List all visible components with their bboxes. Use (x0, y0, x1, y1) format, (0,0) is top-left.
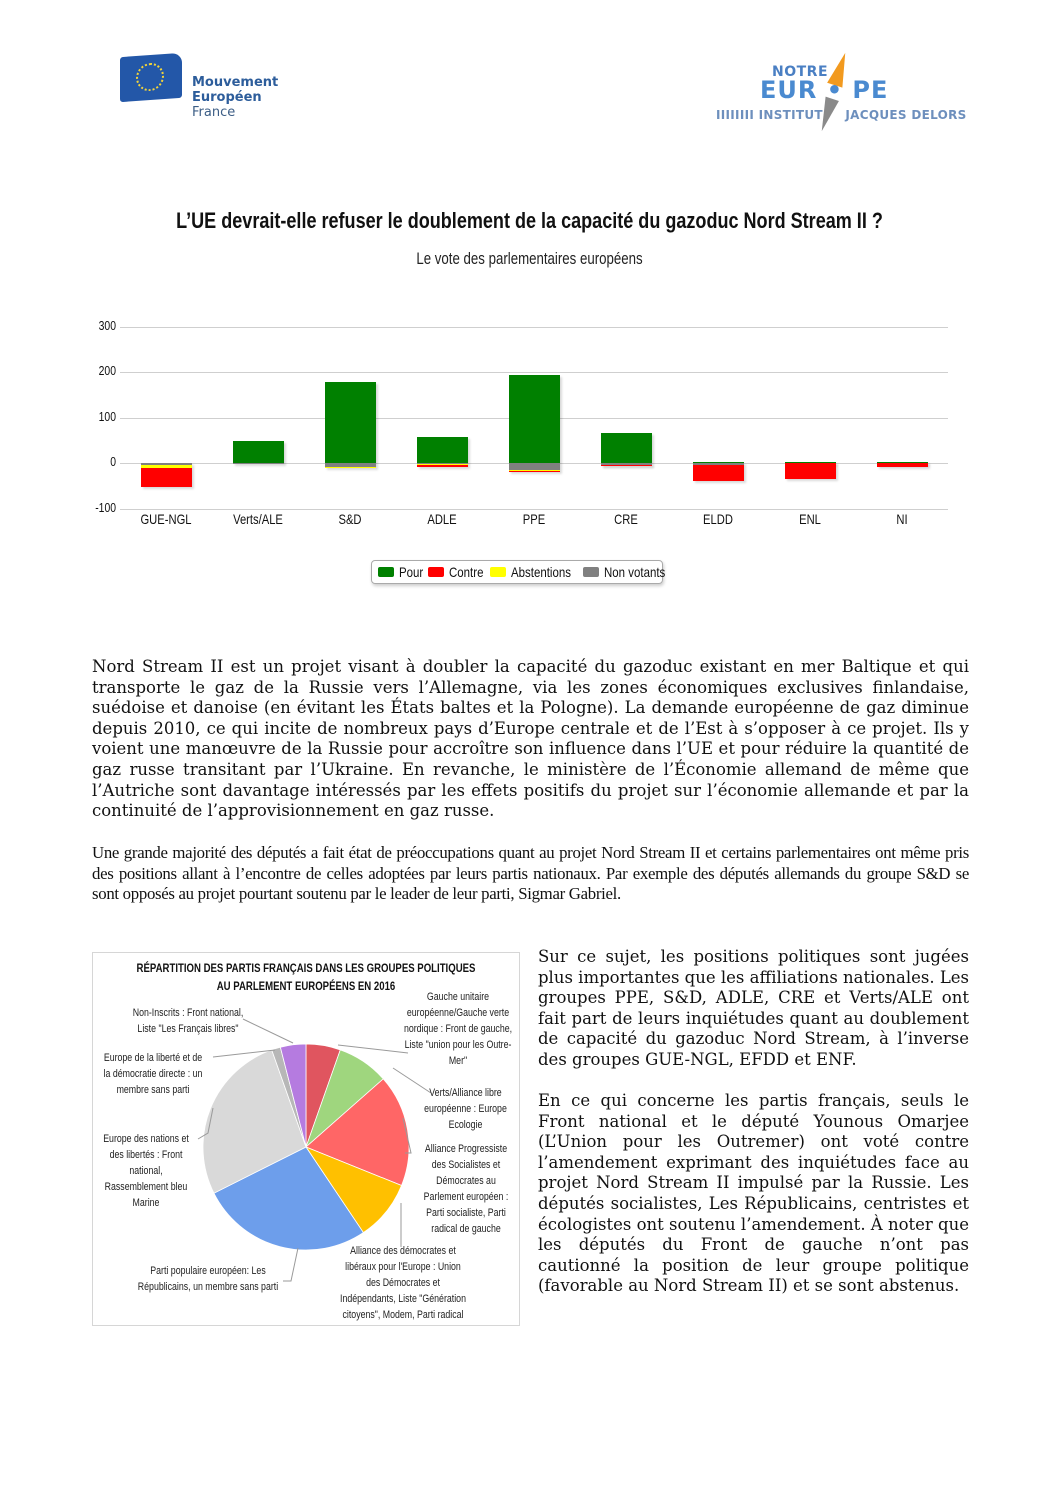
logo-line-1: Mouvement (192, 75, 279, 90)
pie-title-line-2: AU PARLEMENT EUROPÉENS EN 2016 (216, 979, 396, 993)
bar-segment-pour (325, 382, 376, 463)
legend-item (378, 564, 424, 580)
logo-notre: NOTRE (772, 64, 829, 80)
pie-label-ni: Non-Inscrits : Front national, Liste "Les Français libres" (132, 1007, 244, 1035)
legend-item (490, 564, 576, 580)
y-tick-label: 300 (98, 317, 116, 333)
paragraph-french-parties: En ce qui concerne les partis français, seuls le Front national et le député Younous Omarjee (L’Union pour les Outremer) ont voté contre l’amendement exprimant des inquiétudes face au projet Nord Stream II impulsé par la Russie. Les députés socialistes, Les Républicains, centristes et écologistes ont soutenu l’amendement. À noter que les députés du Front de gauche n’ont pas cautionné la position de leur groupe politique (favorable au Nord Stream II) et se sont abstenus. (538, 1091, 970, 1296)
legend-item (428, 564, 483, 580)
pie-title-line-1: RÉPARTITION DES PARTIS FRANÇAIS DANS LES GROUPES POLITIQUES (136, 961, 476, 975)
bar-segment-non-votants (509, 463, 560, 470)
mouvement-europeen-logo (118, 50, 298, 130)
legend-swatch (583, 567, 599, 577)
legend-item (583, 564, 671, 580)
x-tick-label: ENL (799, 511, 821, 527)
chart-title: L’UE devrait-elle refuser le doublement de la capacité du gazoduc Nord Stream II ? (176, 208, 883, 233)
paragraph-positions: Sur ce sujet, les positions politiques sont jugées plus importantes que les affiliations nationales. Les groupes PPE, S&D, ADLE, CRE et Verts/ALE ont fait part de leurs inquiétudes quant au doublement de capacité du gazoduc Nord Stream, à l’inverse des groupes GUE-NGL, EFDD et ENF. (538, 947, 970, 1069)
legend-label: Non votants (603, 564, 666, 580)
gridline (120, 509, 948, 510)
bar-segment-contre (601, 465, 652, 466)
gridline (120, 327, 948, 328)
bar-chart (90, 315, 960, 535)
logo-jacques-delors-text: JACQUES DELORS (845, 108, 967, 122)
y-tick-label: 100 (98, 408, 116, 424)
pie-chart-panel (92, 952, 520, 1326)
mouvement-europeen-wordmark (192, 75, 278, 120)
bar-segment-abstentions (325, 467, 376, 468)
logo-line-2: Européen (192, 90, 262, 105)
x-tick-label: ADLE (427, 511, 457, 527)
pie-label-efdd: Europe de la liberté et de la démocratie directe : un membre sans parti (103, 1052, 203, 1096)
chart-legend (371, 560, 666, 584)
logo-line-3: France (192, 105, 236, 120)
legend-label: Contre (448, 564, 484, 580)
legend-swatch (490, 567, 506, 577)
legend-swatch (428, 567, 444, 577)
paragraph-intro: Nord Stream II est un projet visant à doubler la capacité du gazoduc existant en mer Baltique et qui transporte le gaz de la Russie vers l’Allemagne, via les zones économiques exclusives finlandaise, suédoise et danoise (en évitant les États baltes et la Pologne). La demande européenne de gaz diminue depuis 2010, ce qui incite de nombreux pays d’Europe centrale et de l’Est à s’opposer à ce projet. Ils y voient une manœuvre de la Russie pour accroître son influence dans l’UE et pour réduire la quantité de gaz russe transitant par l’Ukraine. En revanche, le ministère de l’Économie allemand de même que l’Autriche sont davantage intéressés par les effets positifs du projet sur l’économie allemande et par la continuité de l’approvisionnement en gaz russe. (92, 657, 969, 821)
bar-segment-pour (509, 375, 560, 463)
y-tick-label: 200 (98, 363, 116, 378)
pie-label-ppe: Parti populaire européen: Les Républicains, un membre sans parti (137, 1265, 279, 1293)
gridline (120, 372, 948, 373)
bar-segment-contre (877, 463, 928, 466)
x-tick-label: GUE-NGL (140, 511, 192, 527)
legend-label: Pour (399, 564, 424, 580)
y-tick-label: -100 (95, 499, 117, 515)
pie-leader-line (243, 1019, 293, 1043)
y-tick-label: 0 (110, 454, 116, 469)
x-tick-label: Verts/ALE (233, 511, 283, 527)
legend-label: Abstentions (510, 564, 571, 580)
x-tick-label: ELDD (703, 511, 733, 527)
bar-segment-contre (417, 465, 468, 466)
bar-segment-pour (417, 437, 468, 463)
logo-institut (716, 108, 967, 122)
paragraph-deputies: Une grande majorité des députés a fait état de préoccupations quant au projet Nord Stream II et certains parlementaires ont même pris des positions allant à l’encontre de celles adoptées par leurs partis nationaux. Par exemple des députés allemands du groupe S&D se sont opposés au projet pourtant soutenu par le leader de leur parti, Sigmar Gabriel. (92, 843, 969, 904)
x-tick-label: NI (896, 511, 908, 527)
logo-europe: EUR • PE (760, 76, 889, 104)
x-tick-label: PPE (522, 511, 546, 527)
bar-segment-contre (509, 471, 560, 472)
bar-segment-contre (693, 465, 744, 481)
pie-label-gue: Gauche unitaire européenne/Gauche verte nordique : Front de gauche, Liste "union pour les Outre-Mer" (403, 991, 513, 1067)
x-tick-label: CRE (614, 511, 638, 527)
bar-segment-contre (785, 463, 836, 478)
bar-segment-pour (233, 441, 284, 463)
x-tick-label: S&D (338, 511, 362, 527)
pie-label-verts: Verts/Alliance libre européenne : Europe Ecologie (424, 1087, 507, 1131)
pie-label-enl: Europe des nations et des libertés : Front national, Rassemblement bleu Marine (103, 1133, 189, 1209)
pie-leader-line (283, 1248, 298, 1281)
pie-label-sd: Alliance Progressiste des Socialistes et Démocrates au Parlement européen : Parti socialiste, Parti radical de gauche (423, 1143, 509, 1235)
bar-segment-pour (601, 433, 652, 463)
bar-segment-contre (141, 468, 192, 486)
bar-segment-non-votants (233, 463, 284, 464)
eu-flag-icon (120, 53, 182, 102)
pie-label-adle: Alliance des démocrates et libéraux pour l'Europe : Union des Démocrates et Indépendants, Liste "Génération citoyens", Modem, Parti radical (340, 1245, 466, 1321)
logo-institut-text: IIIIIIII INSTITUT (716, 108, 823, 122)
chart-subtitle: Le vote des parlementaires européens (416, 249, 643, 268)
notre-europe-logo (716, 40, 967, 135)
legend-swatch (378, 567, 394, 577)
